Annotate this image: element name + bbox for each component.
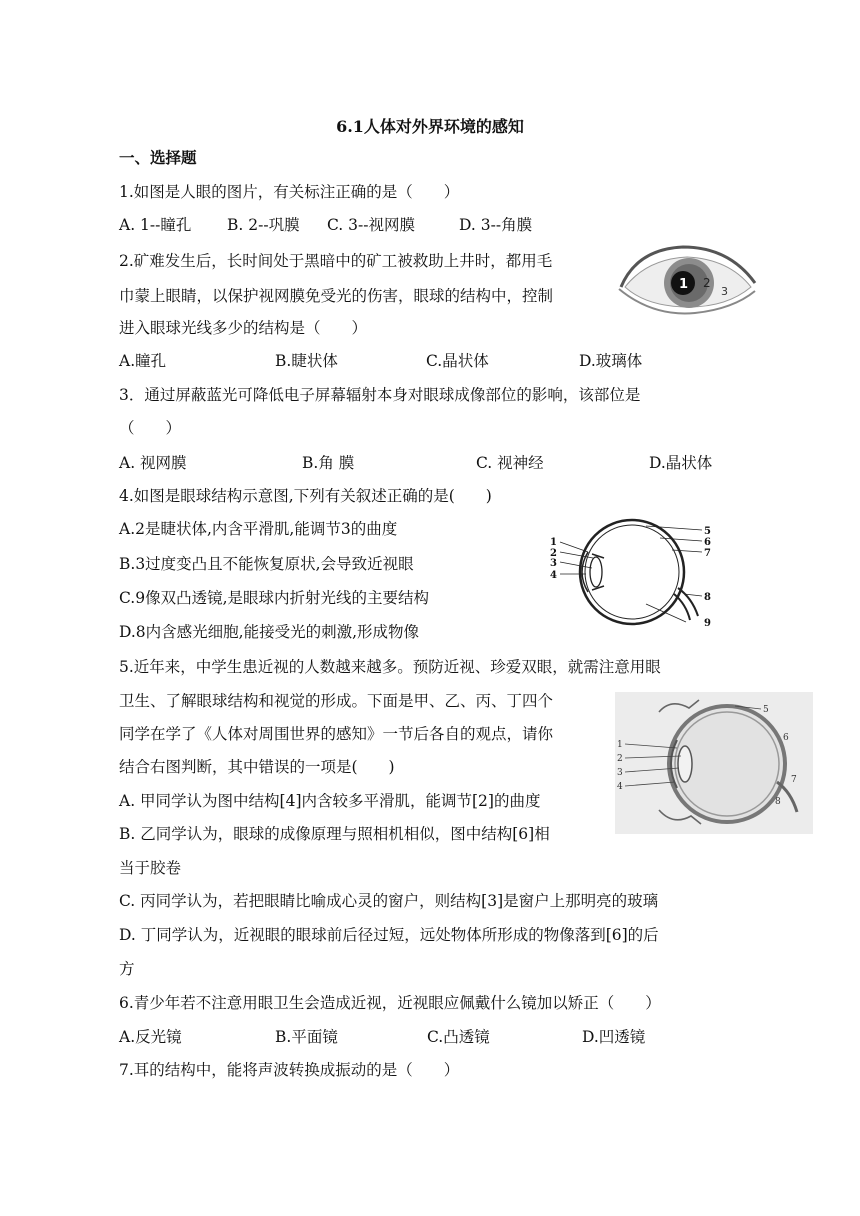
question-2-line-1: 2.矿难发生后，长时间处于黑暗中的矿工被救助上井时，都用毛 [119,252,553,270]
question-6-stem: 6.青少年若不注意用眼卫生会造成近视，近视眼应佩戴什么镜加以矫正（ ） [119,994,661,1012]
question-4-option-c: C.9像双凸透镜,是眼球内折射光线的主要结构 [119,589,430,607]
diagram-label-3: 3 [617,768,623,778]
leader-5 [646,526,702,530]
diagram-label-9: 9 [704,618,711,629]
eyeball-diagram-q5 [615,692,813,834]
eye-photo-figure [617,243,759,319]
option-b: B.角 膜 [302,454,355,472]
question-6-options [119,1026,645,1048]
option-c: C. 3--视网膜 [327,216,415,234]
diagram-label-4: 4 [617,782,623,792]
question-4-option-a: A.2是睫状体,内含平滑肌,能调节3的曲度 [119,520,398,538]
lens [678,746,692,782]
question-4-stem: 4.如图是眼球结构示意图,下列有关叙述正确的是( ) [119,487,492,505]
section-heading: 一、选择题 [119,149,197,167]
leader-1 [560,542,588,552]
option-c: C.晶状体 [426,352,489,370]
diagram-label-7: 7 [791,775,797,785]
question-3-line-2: （ ） [119,419,182,437]
leader-3 [560,562,592,568]
eye-label-2: 2 [703,276,711,290]
question-4-option-d: D.8内含感光细胞,能接受光的刺激,形成物像 [119,623,420,641]
diagram-label-3: 3 [550,558,557,569]
diagram-label-8: 8 [704,592,711,603]
option-d: D.晶状体 [649,454,713,472]
diagram-label-6: 6 [704,537,711,548]
question-5-option-b: B. 乙同学认为，眼球的成像原理与照相机相似，图中结构[6]相 [119,825,550,843]
question-7-stem: 7.耳的结构中，能将声波转换成振动的是（ ） [119,1061,460,1079]
question-1-options [119,214,532,236]
diagram-label-7: 7 [704,548,711,559]
question-4-option-b: B.3过度变凸且不能恢复原状,会导致近视眼 [119,555,414,573]
option-d: D. 3--角膜 [459,216,533,234]
diagram-label-1: 1 [617,740,623,750]
diagram-label-5: 5 [763,705,769,715]
diagram-label-2: 2 [550,548,557,559]
option-c: C.凸透镜 [427,1028,490,1046]
leader-7 [672,550,702,552]
option-b: B. 2--巩膜 [227,216,300,234]
option-b: B.平面镜 [275,1028,338,1046]
option-d: D.玻璃体 [579,352,643,370]
question-1-stem: 1.如图是人眼的图片，有关标注正确的是（ ） [119,183,460,201]
option-b: B.睫状体 [275,352,338,370]
question-5-option-d-cont: 方 [119,960,135,978]
question-2-line-2: 巾蒙上眼睛，以保护视网膜免受光的伤害，眼球的结构中，控制 [119,287,554,305]
lens [590,557,602,587]
option-d: D.凹透镜 [582,1028,646,1046]
option-a: A.瞳孔 [119,352,167,370]
question-5-line-3: 同学在学了《人体对周围世界的感知》一节后各自的观点，请你 [119,725,554,743]
diagram-label-4: 4 [550,570,557,581]
option-a: A. 视网膜 [119,454,187,472]
question-5-option-c: C. 丙同学认为，若把眼睛比喻成心灵的窗户，则结构[3]是窗户上那明亮的玻璃 [119,892,659,910]
page-title: 6.1人体对外界环境的感知 [336,117,524,136]
eye-label-1: 1 [679,277,689,292]
diagram-label-2: 2 [617,754,623,764]
diagram-label-1: 1 [550,537,557,548]
question-5-option-a: A. 甲同学认为图中结构[4]内含较多平滑肌，能调节[2]的曲度 [119,792,541,810]
question-5-line-1: 5.近年来，中学生患近视的人数越来越多。预防近视、珍爱双眼，就需注意用眼 [119,658,661,676]
option-c: C. 视神经 [476,454,544,472]
question-2-line-3: 进入眼球光线多少的结构是（ ） [119,319,368,337]
question-5-option-d: D. 丁同学认为，近视眼的眼球前后径过短，远处物体所形成的物像落到[6]的后 [119,926,659,944]
diagram-label-8: 8 [775,797,781,807]
eye-label-3: 3 [721,285,728,298]
diagram-label-5: 5 [704,526,711,537]
question-3-line-1: 3．通过屏蔽蓝光可降低电子屏幕辐射本身对眼球成像部位的影响，该部位是 [119,386,641,404]
question-5-line-4: 结合右图判断，其中错误的一项是( ) [119,758,395,776]
question-2-options [119,350,642,372]
option-a: A.反光镜 [119,1028,182,1046]
eyeball-diagram-q4 [546,508,718,636]
question-5-line-2: 卫生、了解眼球结构和视觉的形成。下面是甲、乙、丙、丁四个 [119,692,554,710]
question-5-option-b-cont: 当于胶卷 [119,859,182,877]
diagram-label-6: 6 [783,733,789,743]
option-a: A. 1--瞳孔 [119,216,192,234]
question-3-options [119,452,712,474]
